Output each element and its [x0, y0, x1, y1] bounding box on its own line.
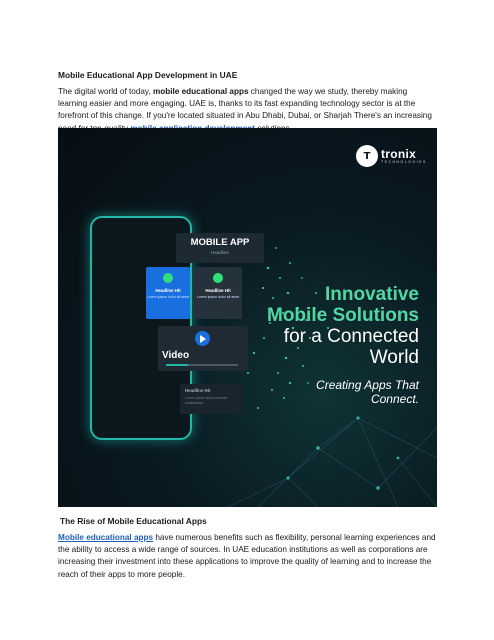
play-icon — [195, 331, 210, 346]
lower-card-text: Lorem ipsum dolor sit amet consectetur — [185, 396, 228, 405]
intro-text-1: The digital world of today, — [58, 87, 153, 96]
section-text: have numerous benefits such as flexibility, personal learning experiences and the ability to access a wide range of sources. In UAE education institutions as well as corporations are increasing their investment into these applications to improve the quality of learning and to increase the reach of their apps to more people. — [58, 533, 436, 579]
lower-card-headline: Headline Hit — [185, 388, 211, 393]
intro-bold: mobile educational apps — [152, 87, 249, 96]
tektronix-logo — [356, 145, 427, 167]
lower-headline-card — [180, 384, 242, 414]
mobile-app-card — [176, 233, 264, 263]
banner-tagline — [316, 378, 419, 406]
banner-title-line1: Innovative — [325, 284, 419, 305]
mobile-educational-apps-link[interactable]: Mobile educational apps — [58, 533, 154, 542]
video-card — [158, 326, 248, 371]
mobile-app-card-sub: Headline — [211, 250, 229, 255]
card-text: Lorem ipsum dolor sit amet — [146, 295, 190, 299]
video-progress — [166, 364, 238, 366]
banner-tagline-line2: Connect. — [370, 392, 419, 406]
banner-subtitle — [284, 326, 419, 368]
card-headline: Headline Hit — [155, 288, 181, 293]
banner-title-line4: World — [369, 347, 419, 368]
mobile-app-card-title: MOBILE APP — [190, 237, 250, 248]
banner-title-line3: for a Connected — [283, 326, 419, 347]
headline-card-blue — [146, 267, 190, 319]
card-headline: Headline Hit — [205, 288, 231, 293]
headline-card-gray — [194, 267, 242, 319]
logo-badge: T — [356, 145, 378, 167]
card-text: Lorem ipsum dolor sit amet — [196, 295, 240, 299]
banner-image — [58, 128, 437, 507]
page-heading: Mobile Educational App Development in UAE — [58, 70, 238, 80]
music-icon — [213, 273, 223, 283]
logo-subtitle: TECHNOLOGIES — [381, 159, 427, 164]
intro-text-2: changed the way we study, thereby making learning easier and more engaging. UAE is, thanks to its fast expanding technology sector is at the forefront of this change. If you're located situated in Abu Dhabi, Dubai, or Sharjah There's an increasing — [58, 87, 432, 121]
banner-title — [267, 284, 419, 326]
section-paragraph — [58, 532, 438, 581]
banner-tagline-line1: Creating Apps That — [316, 378, 419, 392]
logo-name: tronix — [381, 146, 417, 161]
section-heading: The Rise of Mobile Educational Apps — [60, 516, 207, 526]
video-label: Video — [162, 350, 190, 361]
music-icon — [163, 273, 173, 283]
banner-title-line2: Mobile Solutions — [267, 305, 419, 326]
